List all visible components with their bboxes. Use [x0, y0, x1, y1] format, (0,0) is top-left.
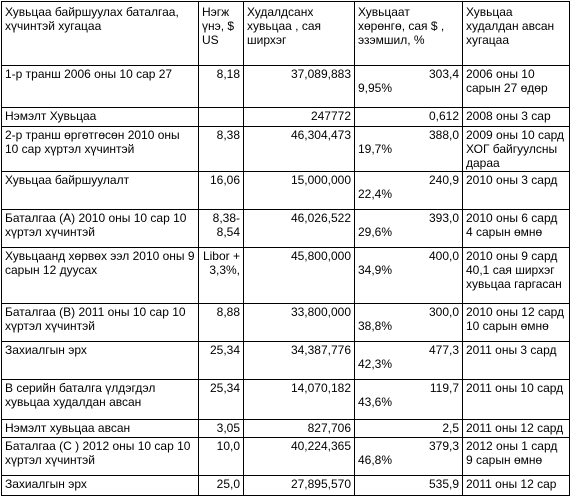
purchase-date-cell: 2012 оны 1 сард 9 сарын өмнө [463, 438, 570, 476]
table-row [2, 304, 570, 342]
unit-price-cell: 3,05 [199, 420, 244, 438]
ownership-percent: 9,95% [358, 81, 393, 95]
investment-cell [355, 127, 463, 172]
purchase-date-cell: 2011 оны 12 сард [463, 420, 570, 438]
table-row [2, 108, 570, 127]
investment-amount: 379,3 [428, 439, 459, 453]
ownership-percent: 22,4% [358, 187, 393, 201]
purchase-date-cell: 2011 оны 12 сар [463, 476, 570, 496]
table-body [2, 66, 570, 496]
tranche-name-cell: 1-р транш 2006 оны 10 сар 27 [2, 66, 199, 108]
investment-cell [355, 210, 463, 248]
investment-cell [355, 438, 463, 476]
tranche-name-cell: Захиалгын эрх [2, 342, 199, 380]
header-row [2, 2, 570, 66]
investment-amount: 0,612 [428, 109, 459, 123]
shares-cell: 40,224,365 [244, 438, 355, 476]
tranche-name-cell: Баталгаа (В) 2011 оны 10 сар 10 хүртэл хүчинтэй [2, 304, 199, 342]
unit-price-cell: 8,38 [199, 127, 244, 172]
table-row [2, 476, 570, 496]
purchase-date-cell: 2010 оны 6 сард 4 сарын өмнө [463, 210, 570, 248]
investment-amount: 535,9 [428, 477, 459, 491]
investment-amount: 388,0 [428, 128, 459, 142]
investment-amount: 300,0 [428, 305, 459, 319]
purchase-date-cell: 2011 оны 10 сард [463, 380, 570, 420]
investment-amount: 303,4 [428, 67, 459, 81]
unit-price-cell: 8,38-8,54 [199, 210, 244, 248]
investment-amount: 393,0 [428, 211, 459, 225]
shares-cell: 46,026,522 [244, 210, 355, 248]
purchase-date-cell: 2009 оны 10 сард ХОГ байгуулсны дараа [463, 127, 570, 172]
table-row [2, 420, 570, 438]
unit-price-cell: 25,34 [199, 380, 244, 420]
table-row [2, 66, 570, 108]
investment-cell [355, 420, 463, 438]
shares-cell: 15,000,000 [244, 172, 355, 210]
investment-cell [355, 172, 463, 210]
table-row [2, 438, 570, 476]
shares-cell: 45,800,000 [244, 248, 355, 304]
unit-price-cell: 8,88 [199, 304, 244, 342]
table-row [2, 172, 570, 210]
tranche-name-cell: В серийн баталга үлдэгдэл хувьцаа худалдан авсан [2, 380, 199, 420]
unit-price-cell: 25,0 [199, 476, 244, 496]
investment-amount: 477,3 [428, 343, 459, 357]
unit-price-cell: 8,18 [199, 66, 244, 108]
unit-price-cell [199, 108, 244, 127]
shares-cell: 14,070,182 [244, 380, 355, 420]
purchase-date-cell: 2010 оны 9 сард 40,1 сая ширхэг хувьцаа гаргасан [463, 248, 570, 304]
unit-price-cell: 25,34 [199, 342, 244, 380]
investment-amount: 400,0 [428, 249, 459, 263]
investment-amount: 119,7 [429, 381, 459, 395]
investment-cell [355, 380, 463, 420]
ownership-percent: 19,7% [358, 142, 393, 156]
ownership-percent: 42,3% [358, 357, 393, 371]
tranche-name-cell: Баталгаа (А) 2010 оны 10 сар 10 хүртэл хүчинтэй [2, 210, 199, 248]
ownership-percent: 38,8% [358, 319, 393, 333]
investment-amount: 2,5 [442, 421, 459, 435]
investment-cell [355, 476, 463, 496]
shares-cell: 27,895,570 [244, 476, 355, 496]
shares-cell: 827,706 [244, 420, 355, 438]
table-row [2, 342, 570, 380]
tranche-name-cell: Нэмэлт хувьцаа авсан [2, 420, 199, 438]
purchase-date-cell: 2010 оны 12 сард 10 сарын өмнө [463, 304, 570, 342]
tranche-name-cell: Хувьцаанд хөрвөх ээл 2010 оны 9 сарын 12 дуусах [2, 248, 199, 304]
unit-price-cell: Libor + 3,3%, [199, 248, 244, 304]
header-cell: Худалдсанх хувьцаа , сая ширхэг [244, 2, 355, 66]
tranche-name-cell: Нэмэлт Хувьцаа [2, 108, 199, 127]
ownership-percent: 43,6% [358, 395, 393, 409]
table-row [2, 380, 570, 420]
purchase-date-cell: 2010 оны 3 сард [463, 172, 570, 210]
table-row [2, 127, 570, 172]
header-cell: Нэгж үнэ, $ US [199, 2, 244, 66]
ownership-percent: 34,9% [358, 263, 393, 277]
table-row [2, 210, 570, 248]
investment-cell [355, 304, 463, 342]
investment-cell [355, 108, 463, 127]
tranche-name-cell: 2-р транш өргөтгөсөн 2010 оны 10 сар хүртэл хүчинтэй [2, 127, 199, 172]
header-cell: Хувьцаа байршуулах баталгаа, хүчинтэй хугацаа [2, 2, 199, 66]
unit-price-cell: 16,06 [199, 172, 244, 210]
ownership-percent: 46,8% [358, 453, 393, 467]
purchase-date-cell: 2011 оны 3 сард [463, 342, 570, 380]
shares-cell: 46,304,473 [244, 127, 355, 172]
purchase-date-cell: 2008 оны 3 сар [463, 108, 570, 127]
header-cell: Хувьцаа худалдан авсан хугацаа [463, 2, 570, 66]
shares-cell: 33,800,000 [244, 304, 355, 342]
share-issuance-table [1, 1, 570, 496]
share-issuance-table-container [1, 1, 570, 496]
table-row [2, 248, 570, 304]
tranche-name-cell: Хувьцаа байршуулалт [2, 172, 199, 210]
tranche-name-cell: Захиалгын эрх [2, 476, 199, 496]
investment-cell [355, 248, 463, 304]
shares-cell: 37,089,883 [244, 66, 355, 108]
tranche-name-cell: Баталгаа (С ) 2012 оны 10 сар 10 хүртэл хүчинтэй [2, 438, 199, 476]
investment-amount: 240,9 [428, 173, 459, 187]
ownership-percent: 29,6% [358, 225, 393, 239]
purchase-date-cell: 2006 оны 10 сарын 27 өдөр [463, 66, 570, 108]
shares-cell: 247772 [244, 108, 355, 127]
unit-price-cell: 10,0 [199, 438, 244, 476]
shares-cell: 34,387,776 [244, 342, 355, 380]
investment-cell [355, 66, 463, 108]
investment-cell [355, 342, 463, 380]
header-cell: Хувьцаат хөрөнгө, сая $ , эзэмшил, % [355, 2, 463, 66]
